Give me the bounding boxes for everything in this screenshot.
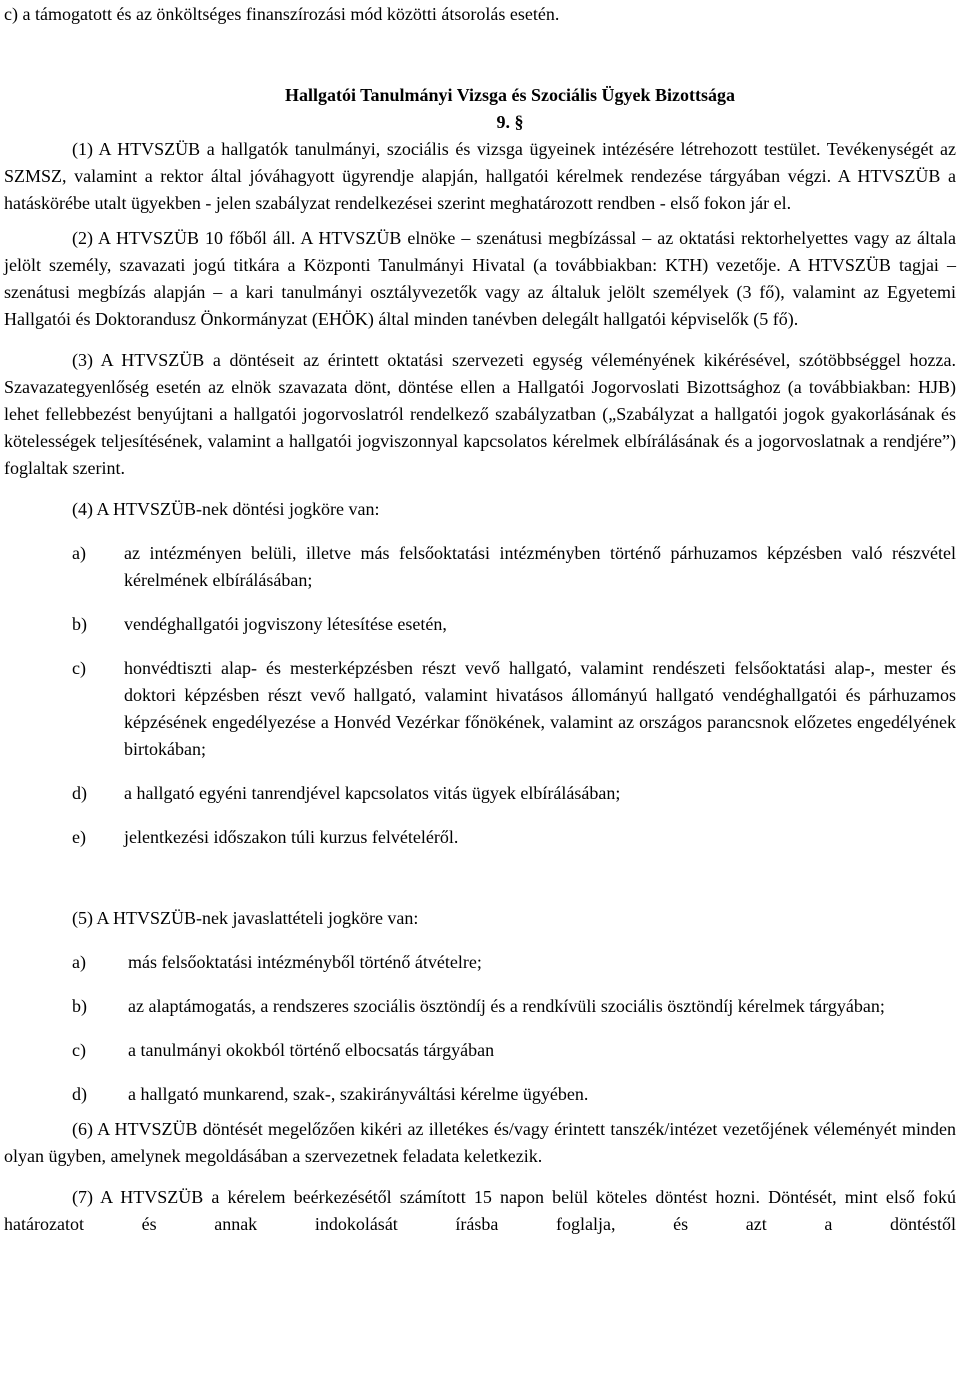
proposal-powers-list xyxy=(4,949,956,1108)
list-item xyxy=(4,993,956,1020)
list-item xyxy=(4,1037,956,1064)
list-item xyxy=(4,611,956,638)
list-item-letter: d) xyxy=(72,1084,87,1104)
list-item-text: a tanulmányi okokból történő elbocsatás tárgyában xyxy=(128,1040,495,1060)
list-item-letter: c) xyxy=(72,658,86,678)
intro-line: c) a támogatott és az önköltséges finanszírozási mód közötti átsorolás esetén. xyxy=(4,4,560,24)
paragraph-6: (6) A HTVSZÜB döntését megelőzően kikéri az illetékes és/vagy érintett tanszék/intézet vezetőjének véleményét minden olyan ügyben, amelynek megoldásában a szervezetnek feladata keletkezik. xyxy=(4,1119,956,1166)
decision-powers-list xyxy=(4,540,956,851)
list-item-letter: c) xyxy=(72,1040,86,1060)
list-item-letter: a) xyxy=(72,952,86,972)
paragraph-1: (1) A HTVSZÜB a hallgatók tanulmányi, szociális és vizsga ügyeinek intézésére létrehozott testület. Tevékenységét az SZMSZ, valamint a rektor által jóváhagyott ügyrendje alapján, hallgatói kérelmek rendezése tárgyában végzi. A HTVSZÜB a hatáskörébe utalt ügyekben - jelen szabályzat rendelkezései szerint meghatározott rendben - első fokon jár el. xyxy=(4,139,956,213)
list-item-text: más felsőoktatási intézményből történő átvételre; xyxy=(128,952,482,972)
list-item-text: az alaptámogatás, a rendszeres szociális ösztöndíj és a rendkívüli szociális ösztöndíj kérelmek tárgyában; xyxy=(128,996,885,1016)
list-item xyxy=(4,540,956,594)
list-item xyxy=(4,824,956,851)
list-item-letter: b) xyxy=(72,614,87,634)
list-item-text: a hallgató munkarend, szak-, szakirányváltási kérelme ügyében. xyxy=(128,1084,589,1104)
list-item-text: az intézményen belüli, illetve más felsőoktatási intézményben történő párhuzamos képzésben való részvétel kérelmének elbírálásában; xyxy=(124,543,956,590)
list-item-text: jelentkezési időszakon túli kurzus felvételéről. xyxy=(124,827,459,847)
list-item xyxy=(4,949,956,976)
paragraph-7: (7) A HTVSZÜB a kérelem beérkezésétől számított 15 napon belül köteles döntést hozni. Döntését, mint első fokú határozatot és annak indokolását írásba foglalja, és azt a döntéstől xyxy=(4,1187,956,1234)
paragraph-4-title: (4) A HTVSZÜB-nek döntési jogköre van: xyxy=(72,499,380,519)
list-item-letter: e) xyxy=(72,827,86,847)
list-item-text: honvédtiszti alap- és mesterképzésben részt vevő hallgató, valamint rendészeti felsőoktatási alap-, mester és doktori képzésben részt vevő hallgató, valamint hivatásos állományú hallgató vendéghallgatói és párhuzamos képzésének engedélyezése a Honvéd Vezérkar főnökének, valamint az országos parancsnok előzetes engedélyének birtokában; xyxy=(124,658,956,759)
list-item xyxy=(4,780,956,807)
list-item-letter: a) xyxy=(72,543,86,563)
list-item xyxy=(4,1081,956,1108)
list-item-text: vendéghallgatói jogviszony létesítése esetén, xyxy=(124,614,447,634)
paragraph-3: (3) A HTVSZÜB a döntéseit az érintett oktatási szervezeti egység véleményének kikérésével, szótöbbséggel hozza. Szavazategyenlőség esetén az elnök szavazata dönt, döntése ellen a Hallgatói Jogorvoslati Bizottsághoz (a továbbiakban: HJB) lehet fellebbezést benyújtani a hallgatói jogorvoslatról rendelkező szabályzatban („Szabályzat a hallgatói jogok gyakorlásának és kötelességek teljesítésének, valamint a hallgatói jogviszonnyal kapcsolatos kérelmek elbírálásának és a jogorvoslatnak a rendjére”) foglaltak szerint. xyxy=(4,350,956,478)
list-item-letter: b) xyxy=(72,996,87,1016)
section-heading: Hallgatói Tanulmányi Vizsga és Szociális Ügyek Bizottsága xyxy=(284,85,736,105)
list-item-text: a hallgató egyéni tanrendjével kapcsolatos vitás ügyek elbírálásában; xyxy=(124,783,621,803)
document-page xyxy=(0,1,960,1395)
list-item-letter: d) xyxy=(72,783,87,803)
list-item xyxy=(4,655,956,763)
paragraph-5-title: (5) A HTVSZÜB-nek javaslattételi jogköre van: xyxy=(72,908,419,928)
paragraph-2: (2) A HTVSZÜB 10 főből áll. A HTVSZÜB elnöke – szenátusi megbízással – az oktatási rektorhelyettes vagy az általa jelölt személy, szavazati jogú titkára a Központi Tanulmányi Hivatal (a továbbiakban: KTH) vezetője. A HTVSZÜB tagjai – szenátusi megbízás alapján – a kari tanulmányi osztályvezetők vagy az általuk jelölt személyek (3 fő), valamint az Egyetemi Hallgatói és Doktorandusz Önkormányzat (EHÖK) által minden tanévben delegált hallgatói képviselők (5 fő). xyxy=(4,228,956,329)
section-number: 9. § xyxy=(496,112,524,132)
